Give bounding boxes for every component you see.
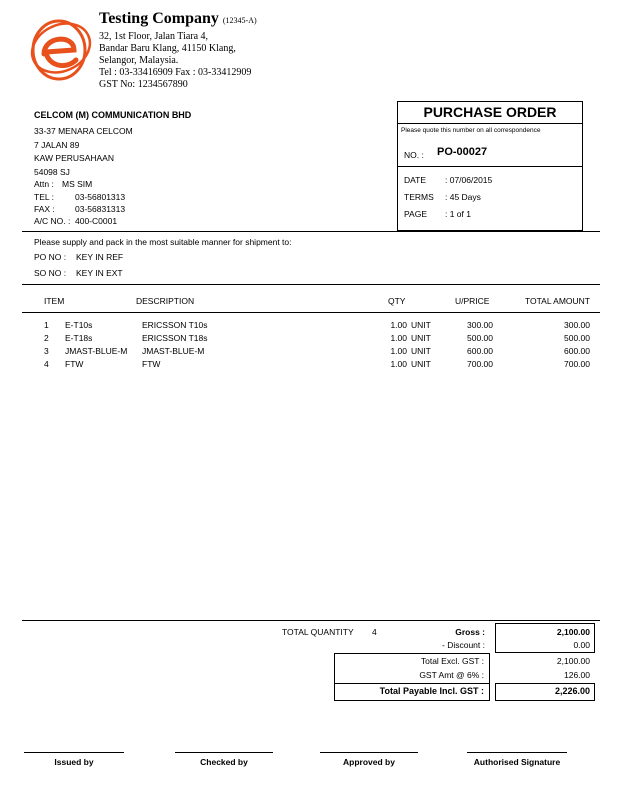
ac-value: 400-C0001 [75, 216, 118, 226]
row-uom: UNIT [411, 346, 431, 356]
row-amount: 300.00 [564, 320, 590, 330]
issued-by-line [24, 752, 124, 753]
shipping-instructions: Please supply and pack in the most suitable manner for shipment to: [34, 237, 292, 247]
fax-value: 03-56831313 [75, 204, 126, 214]
row-uom: UNIT [411, 320, 431, 330]
po-page-label: PAGE [404, 209, 427, 219]
row-price: 500.00 [467, 333, 493, 343]
row-amount: 500.00 [564, 333, 590, 343]
totals-rule [22, 620, 600, 621]
approved-by-line [320, 752, 418, 753]
total-quantity-label: TOTAL QUANTITY [282, 627, 354, 637]
tel-label: TEL : [34, 192, 54, 202]
supplier-address-line: 33-37 MENARA CELCOM [34, 126, 133, 136]
col-header-item: ITEM [44, 296, 65, 306]
authorised-signature-label: Authorised Signature [473, 757, 561, 767]
discount-label: - Discount : [442, 640, 485, 650]
ac-label: A/C NO. : [34, 216, 71, 226]
po-ref-value: KEY IN REF [76, 252, 124, 262]
po-note: Please quote this number on all correspondence [401, 127, 541, 134]
po-no-value: PO-00027 [437, 146, 488, 158]
row-qty: 1.00 [390, 320, 407, 330]
po-title-divider [397, 123, 583, 124]
company-address-line: Selangor, Malaysia. [99, 55, 179, 66]
issued-by-label: Issued by [54, 757, 94, 767]
po-no-divider [397, 166, 583, 167]
company-address [99, 31, 251, 91]
table-row [0, 333, 618, 346]
gross-value: 2,100.00 [556, 627, 590, 637]
fax-label: FAX : [34, 204, 55, 214]
col-header-description: DESCRIPTION [136, 296, 195, 306]
header-divider [22, 231, 600, 232]
payable-divider [334, 683, 490, 684]
so-ref-label: SO NO : [34, 268, 67, 278]
gross-label: Gross : [455, 627, 485, 637]
company-name: Testing Company [99, 10, 219, 27]
row-desc: ERICSSON T18s [142, 333, 208, 343]
col-header-amount: TOTAL AMOUNT [524, 296, 590, 306]
row-code: FTW [65, 359, 84, 369]
row-code: E-T18s [65, 333, 93, 343]
row-qty: 1.00 [390, 333, 407, 343]
row-desc: ERICSSON T10s [142, 320, 208, 330]
supplier-address-line: 7 JALAN 89 [34, 139, 80, 150]
discount-value: 0.00 [573, 640, 590, 650]
po-terms-value: : 45 Days [445, 192, 481, 202]
row-no: 4 [44, 359, 49, 369]
approved-by-label: Approved by [343, 757, 395, 767]
row-uom: UNIT [411, 359, 431, 369]
checked-by-label: Checked by [200, 757, 248, 767]
supplier-address [34, 125, 133, 179]
table-row [0, 320, 618, 333]
authorised-line [467, 752, 567, 753]
row-desc: JMAST-BLUE-M [142, 346, 205, 356]
table-top-rule [22, 284, 600, 285]
row-no: 1 [44, 320, 49, 330]
row-amount: 600.00 [564, 346, 590, 356]
so-ref-value: KEY IN EXT [76, 268, 123, 278]
po-no-label: NO. : [404, 150, 424, 160]
row-no: 3 [44, 346, 49, 356]
po-terms-label: TERMS [404, 192, 434, 202]
row-amount: 700.00 [564, 359, 590, 369]
gst-amount-label: GST Amt @ 6% : [419, 670, 484, 680]
checked-by-line [175, 752, 273, 753]
po-date-label: DATE [404, 175, 427, 185]
row-qty: 1.00 [390, 346, 407, 356]
attn-label: Attn : [34, 179, 54, 189]
po-ref-label: PO NO : [34, 252, 67, 262]
row-code: E-T10s [65, 320, 93, 330]
po-date-value: : 07/06/2015 [445, 175, 493, 185]
company-gst: GST No: 1234567890 [99, 79, 188, 90]
total-quantity-value: 4 [372, 627, 377, 637]
attn-value: MS SIM [62, 179, 93, 189]
row-qty: 1.00 [390, 359, 407, 369]
po-page-value: : 1 of 1 [445, 209, 471, 219]
table-row [0, 359, 618, 372]
table-row [0, 346, 618, 359]
row-desc: FTW [142, 359, 161, 369]
payable-value: 2,226.00 [554, 686, 590, 696]
company-phone: Tel : 03-33416909 Fax : 03-33412909 [99, 67, 252, 78]
table-header-rule [22, 312, 600, 313]
row-uom: UNIT [411, 333, 431, 343]
po-title: PURCHASE ORDER [423, 104, 557, 120]
supplier-address-line: KAW PERUSAHAAN [34, 153, 114, 163]
excl-gst-value: 2,100.00 [556, 656, 590, 666]
tel-value: 03-56801313 [75, 192, 126, 202]
supplier-address-line: 54098 SJ [34, 166, 70, 177]
excl-gst-label: Total Excl. GST : [420, 656, 484, 666]
company-address-line: 32, 1st Floor, Jalan Tiara 4, [99, 31, 209, 42]
company-address-line: Bandar Baru Klang, 41150 Klang, [99, 43, 236, 54]
payable-label: Total Payable Incl. GST : [379, 686, 484, 696]
gst-amount-value: 126.00 [564, 670, 590, 680]
row-price: 700.00 [467, 359, 493, 369]
row-no: 2 [44, 333, 49, 343]
company-logo [26, 14, 92, 84]
row-price: 600.00 [467, 346, 493, 356]
row-code: JMAST-BLUE-M [65, 346, 128, 356]
col-header-price: U/PRICE [455, 296, 490, 306]
company-reg-no: (12345-A) [222, 16, 257, 25]
col-header-qty: QTY [388, 296, 406, 306]
row-price: 300.00 [467, 320, 493, 330]
supplier-name: CELCOM (M) COMMUNICATION BHD [34, 110, 192, 120]
